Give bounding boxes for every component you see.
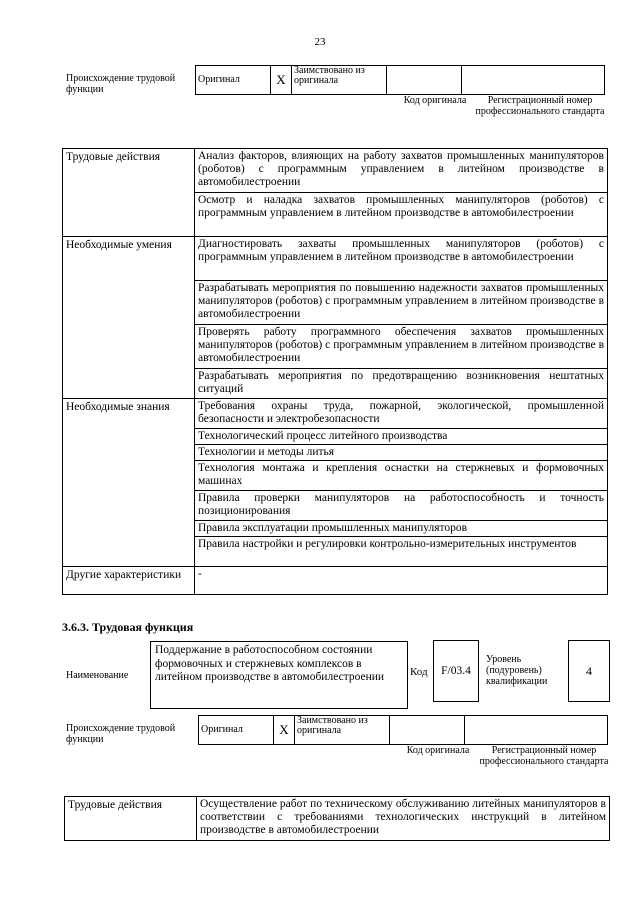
reg-caption: Регистрационный номер профессионального стандарта [479, 745, 609, 767]
code-label: Код [410, 666, 428, 678]
origin-table [195, 65, 605, 95]
table-cell: Правила эксплуатации промышленных манипуляторов [195, 521, 608, 537]
table-cell: Осуществление работ по техническому обслуживанию литейных манипуляторов в соответствии с требованиями технологических инструкций в литейном производстве в автомобилестроении [197, 797, 610, 841]
borrowed-cell: Заимствовано из оригинала [292, 66, 387, 95]
row-header: Трудовые действия [63, 149, 195, 237]
borrowed-cell: Заимствовано из оригинала [295, 716, 390, 745]
name-label: Наименование [66, 670, 129, 681]
original-mark: X [271, 66, 292, 95]
original-mark: X [274, 716, 295, 745]
table-cell: Технология монтажа и крепления оснастки на стержневых и формовочных машинах [195, 461, 608, 491]
table-cell: Правила проверки манипуляторов на работоспособность и точность позиционирования [195, 491, 608, 521]
reg-caption: Регистрационный номер профессионального стандарта [475, 95, 605, 117]
code-value: F/03.4 [433, 640, 479, 702]
reg-cell [462, 66, 605, 95]
table-cell: Разрабатывать мероприятия по предотвращению возникновения нештатных ситуаций [195, 369, 608, 399]
functions-table [62, 148, 608, 595]
origin-table [198, 715, 608, 745]
table-cell: - [195, 567, 608, 595]
row-header: Трудовые действия [65, 797, 197, 841]
page-number: 23 [314, 36, 326, 48]
table-cell: Проверять работу программного обеспечения захватов промышленных манипуляторов (роботов) с программным управлением в литейном производстве в автомобилестроении [195, 325, 608, 369]
table-cell: Технологии и методы литья [195, 445, 608, 461]
table-cell: Анализ факторов, влияющих на работу захватов промышленных манипуляторов (роботов) с программным управлением в литейном производстве в автомобилестроении [195, 149, 608, 193]
original-cell: Оригинал [196, 66, 271, 95]
section-title: 3.6.3. Трудовая функция [62, 620, 194, 634]
table-cell: Правила настройки и регулировки контрольно-измерительных инструментов [195, 537, 608, 567]
name-value: Поддержание в работоспособном состоянии формовочных и стержневых комплексов в литейном производстве в автомобилестроении [150, 641, 408, 709]
code-cell [390, 716, 465, 745]
origin-label: Происхождение трудовой функции [66, 73, 176, 95]
row-header: Другие характеристики [63, 567, 195, 595]
table-cell: Требования охраны труда, пожарной, экологической, промышленной безопасности и электробезопасности [195, 399, 608, 429]
table-cell: Технологический процесс литейного производства [195, 429, 608, 445]
reg-cell [465, 716, 608, 745]
code-caption: Код оригинала [403, 95, 467, 106]
code-caption: Код оригинала [406, 745, 470, 756]
level-label: Уровень (подуровень) квалификации [486, 654, 548, 687]
origin-label: Происхождение трудовой функции [66, 723, 176, 745]
table-cell: Разрабатывать мероприятия по повышению надежности захватов промышленных манипуляторов (роботов) с программным управлением в литейном производстве в автомобилестроении [195, 281, 608, 325]
table-cell: Осмотр и наладка захватов промышленных манипуляторов (роботов) с программным управлением в литейном производстве в автомобилестроении [195, 193, 608, 237]
code-cell [387, 66, 462, 95]
level-value: 4 [568, 640, 610, 702]
original-cell: Оригинал [199, 716, 274, 745]
row-header: Необходимые знания [63, 399, 195, 567]
row-header: Необходимые умения [63, 237, 195, 399]
table-cell: Диагностировать захваты промышленных манипуляторов (роботов) с программным управлением в литейном производстве в автомобилестроении [195, 237, 608, 281]
functions-table-2 [64, 796, 610, 841]
